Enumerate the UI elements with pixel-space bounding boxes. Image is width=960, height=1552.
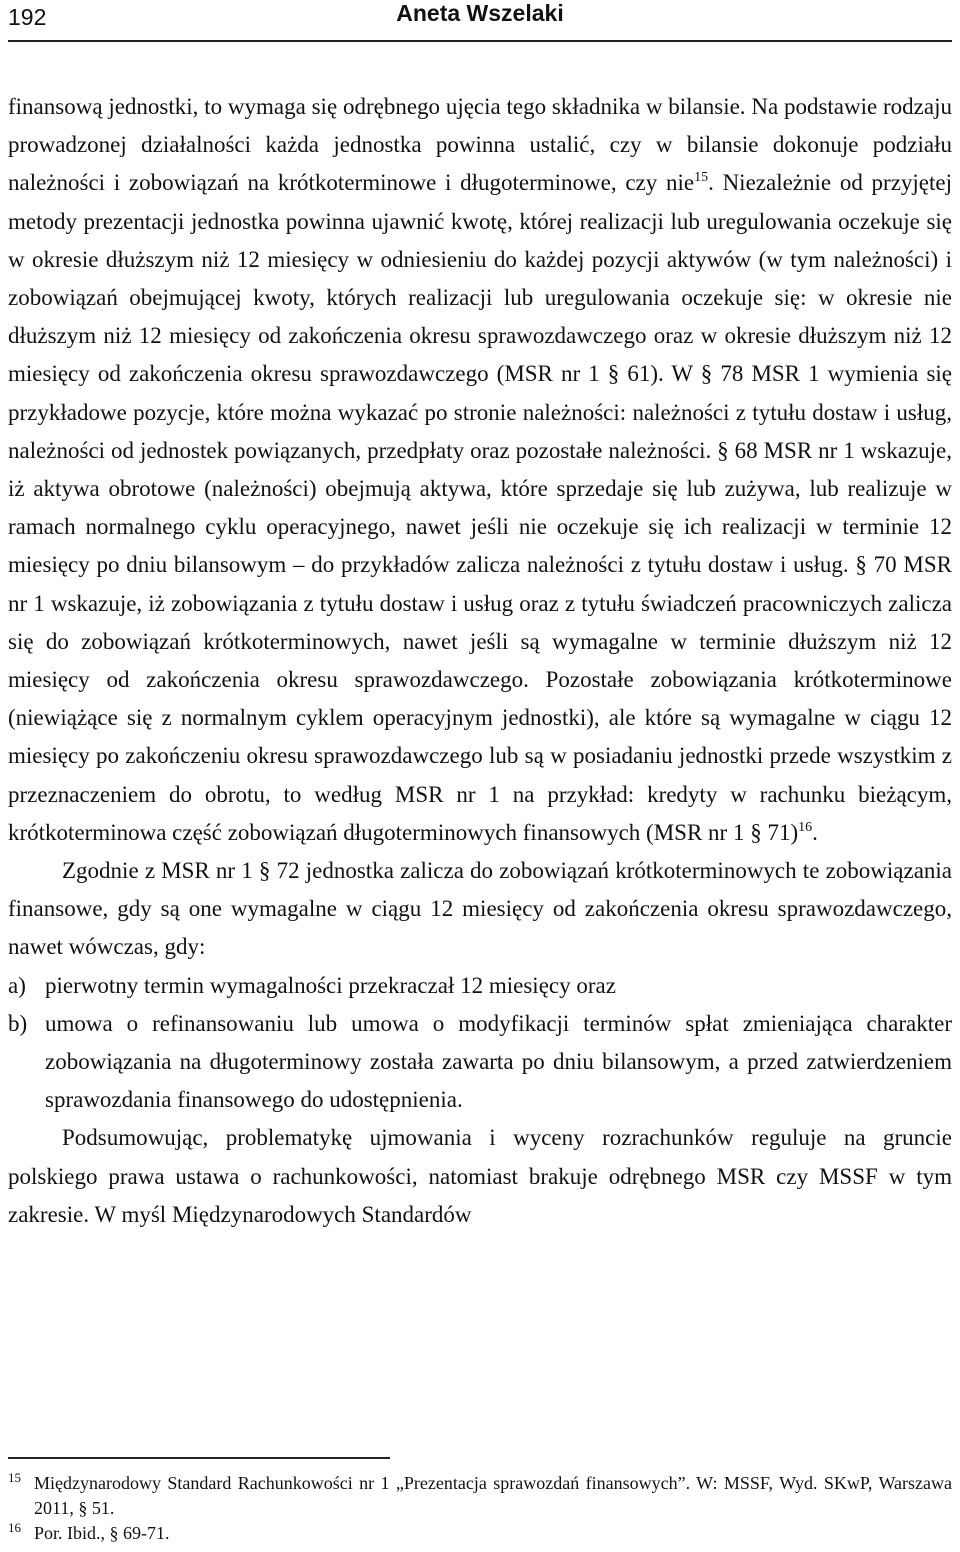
list-marker-a: a) — [8, 972, 26, 998]
footnote-number: 16 — [8, 1520, 21, 1535]
page-header — [8, 0, 952, 42]
paragraph-1 — [8, 88, 952, 852]
list-text-a: pierwotny termin wymagalności przekraczał 12 miesięcy oraz — [45, 972, 616, 998]
paragraph-1-part-3: . — [812, 819, 818, 845]
paragraph-3: Podsumowując, problematykę ujmowania i wyceny rozrachunków reguluje na gruncie polskiego prawa ustawa o rachunkowości, natomiast brakuje odrębnego MSR czy MSSF w tym zakresie. W myśl Międzynarodowych Standardów — [8, 1125, 952, 1227]
running-head-author: Aneta Wszelaki — [396, 0, 564, 26]
list-item-b — [8, 1005, 952, 1120]
footnotes — [8, 1471, 952, 1546]
main-text — [8, 88, 952, 1234]
footnote-ref-16[interactable]: 16 — [798, 819, 813, 835]
footnote-number: 15 — [8, 1470, 21, 1485]
list-item-a — [8, 967, 952, 1005]
footnote-text: Międzynarodowy Standard Rachunkowości nr 1 „Prezentacja sprawozdań finansowych”. W: MSSF, Wyd. SKwP, Warszawa 2011, § 51. — [34, 1473, 952, 1518]
footnote-16 — [8, 1521, 952, 1546]
paragraph-2: Zgodnie z MSR nr 1 § 72 jednostka zalicza do zobowiązań krótkoterminowych te zobowiązania finansowe, gdy są one wymagalne w ciągu 12 miesięcy od zakończenia okresu sprawozdawczego, nawet wówczas, gdy: — [8, 858, 952, 960]
condition-list — [8, 967, 952, 1120]
paragraph-1-part-2: . Niezależnie od przyjętej metody prezentacji jednostka powinna ujawnić kwotę, której realizacji lub uregulowania oczekuje się w okresie dłuższym niż 12 miesięcy w odniesieniu do każdej pozycji aktywów (w tym należności) i zobowiązań obejmującej kwoty, których realizacji lub uregulowania oczekuje się: w okresie nie dłuższym niż 12 miesięcy od zakończenia okresu sprawozdawczego oraz w okresie dłuższym niż 12 miesięcy od zakończenia okresu sprawozdawczego (MSR nr 1 § 61). W § 78 MSR 1 wymienia się przykładowe pozycje, które można wykazać po stronie należności: należności z tytułu dostaw i usług, należności od jednostek powiązanych, przedpłaty oraz pozostałe należności. § 68 MSR nr 1 wskazuje, iż aktywa obrotowe (należności) obejmują aktywa, które sprzedaje się lub zużywa, lub realizuje w ramach normalnego cyklu operacyjnego, nawet jeśli nie oczekuje się ich realizacji w terminie 12 miesięcy po dniu bilansowym – do przykładów zalicza należności z tytułu dostaw i usług. § 70 MSR nr 1 wskazuje, iż zobowiązania z tytułu dostaw i usług oraz z tytułu świadczeń pracowniczych zalicza się do zobowiązań krótkoterminowych, nawet jeśli są wymagalne w terminie dłuższym niż 12 miesięcy od zakończenia okresu sprawozdawczego. Pozostałe zobowiązania krótkoterminowe (niewiążące się z normalnym cyklem operacyjnym jednostki), ale które są wymagalne w ciągu 12 miesięcy po zakończeniu okresu sprawozdawczego lub są w posiadaniu jednostki przede wszystkim z przeznaczeniem do obrotu, to według MSR nr 1 na przykład: kredyty w rachunku bieżącym, krótkoterminowa część zobowiązań długoterminowych finansowych (MSR nr 1 § 71) — [8, 170, 952, 845]
footnote-15 — [8, 1471, 952, 1521]
list-text-b: umowa o refinansowaniu lub umowa o modyfikacji terminów spłat zmieniająca charakter zobowiązania na długoterminowy została zawarta po dniu bilansowym, a przed zatwierdzeniem sprawozdania finansowego do udostępnienia. — [45, 1010, 952, 1113]
footnote-text: Por. Ibid., § 69-71. — [34, 1523, 170, 1543]
page-number: 192 — [8, 4, 47, 30]
footnote-ref-15[interactable]: 15 — [694, 170, 709, 186]
footnote-separator — [8, 1457, 390, 1459]
list-marker-b: b) — [8, 1010, 28, 1036]
paragraph-1-part-1: finansową jednostki, to wymaga się odrębnego ujęcia tego składnika w bilansie. Na podstawie rodzaju prowadzonej działalności każda jednostka powinna ustalić, czy w bilansie dokonuje podziału należności i zobowiązań na krótkoterminowe i długoterminowe, czy nie — [8, 94, 952, 196]
